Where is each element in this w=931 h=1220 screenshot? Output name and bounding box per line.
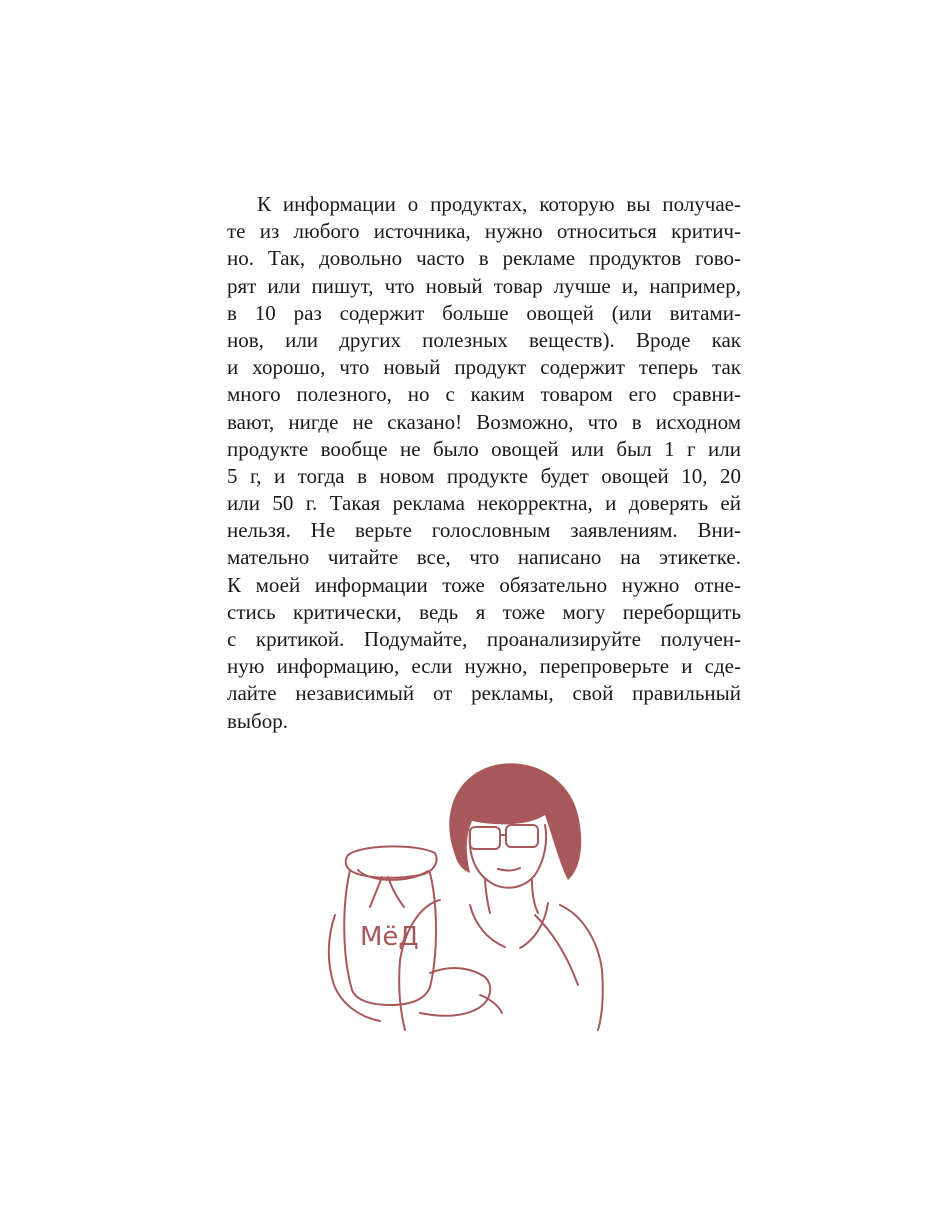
paragraph-line: вают, нигде не сказано! Возможно, что в исходном <box>227 409 741 434</box>
glasses-right-lens <box>506 825 538 847</box>
face-outline <box>470 825 546 888</box>
right-hand <box>420 968 490 1016</box>
collar-left <box>470 905 505 947</box>
mouth <box>498 868 520 870</box>
paragraph-line: мательно читайте все, что написано на этикетке. <box>227 545 741 570</box>
neck-left <box>485 880 490 913</box>
paragraph-line: нельзя. Не верьте голословным заявлениям. Вни- <box>227 518 741 543</box>
illustration-svg <box>320 755 620 1035</box>
neck-right <box>532 880 538 913</box>
paragraph-line: и хорошо, что новый продукт содержит теперь так <box>227 355 741 380</box>
paragraph-line: ную информацию, если нужно, перепроверьте и сде- <box>227 654 741 679</box>
hair-shape <box>449 763 581 880</box>
paragraph-line: продукте вообще не было овощей или был 1 г или <box>227 436 741 461</box>
paragraph-line: рят или пишут, что новый товар лучше и, например, <box>227 273 741 298</box>
paragraph-line: нов, или других полезных веществ). Вроде как <box>227 327 741 352</box>
paragraph-line: в 10 раз содержит больше овощей (или витами- <box>227 300 741 325</box>
paragraph-line: стись критически, ведь я тоже могу переборщить <box>227 599 741 624</box>
woman-holding-honey-jar-illustration <box>320 755 620 1035</box>
glasses-left-lens <box>470 827 500 849</box>
paragraph-line: К информации о продуктах, которую вы получае- <box>257 192 741 216</box>
body-paragraph <box>227 191 741 735</box>
paragraph-line: или 50 г. Такая реклама некорректна, и доверять ей <box>227 491 741 516</box>
paragraph-line: лайте независимый от рекламы, свой правильный <box>227 681 741 706</box>
paragraph-line: но. Так, довольно часто в рекламе продуктов гово- <box>227 246 741 271</box>
bow-string-left <box>370 877 382 907</box>
paragraph-line: выбор. <box>227 708 288 733</box>
right-shoulder-line <box>560 905 603 1030</box>
paragraph-line: К моей информации тоже обязательно нужно отне- <box>227 572 741 597</box>
paragraph-line: те из любого источника, нужно относиться критич- <box>227 219 741 244</box>
paragraph-line: с критикой. Подумайте, проанализируйте получен- <box>227 627 741 651</box>
paragraph-line: много полезного, но с каким товаром его сравни- <box>227 382 741 407</box>
paragraph-line: 5 г, и тогда в новом продукте будет овощей 10, 20 <box>227 463 741 488</box>
jar-label-text: МёД <box>360 922 419 952</box>
bow-string-right <box>388 877 404 907</box>
